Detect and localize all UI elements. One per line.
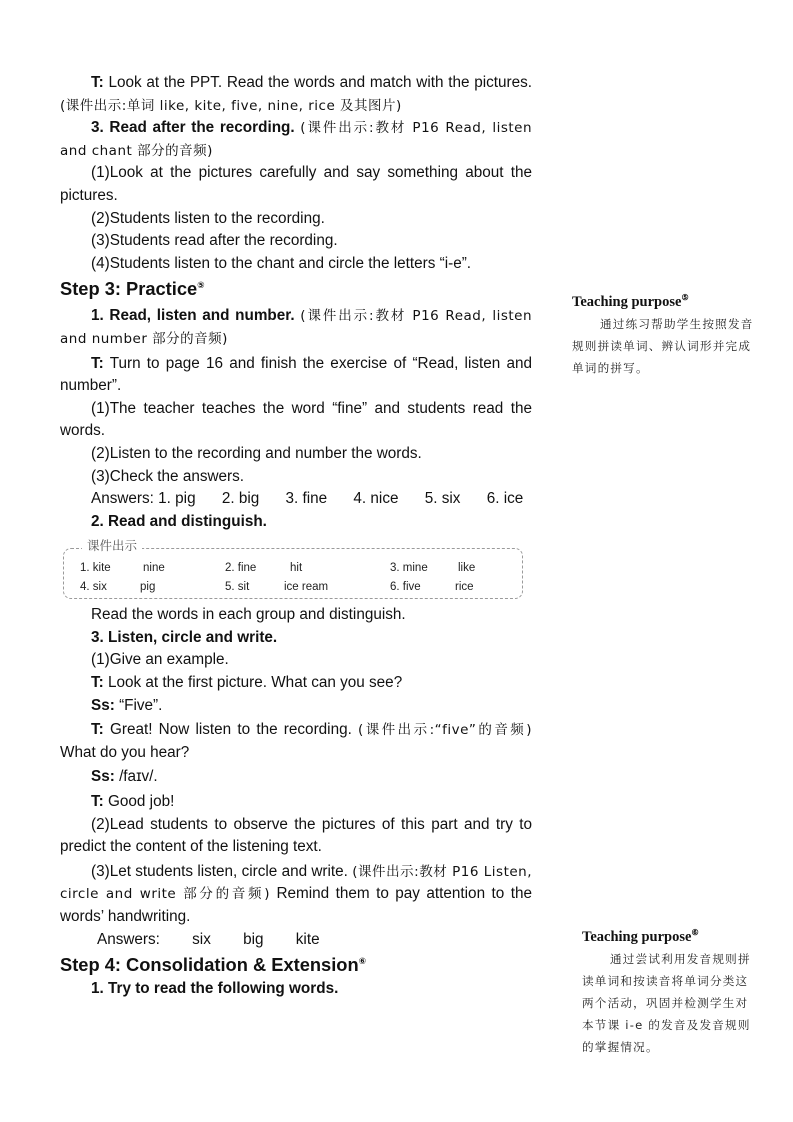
example-3: [60, 861, 532, 929]
sidenote-1: [572, 291, 757, 379]
step3-heading: [60, 276, 532, 302]
speaker-t-label: T:: [91, 793, 104, 811]
answers2-line: [60, 929, 532, 952]
ss-five-text: “Five”.: [119, 696, 163, 714]
dialog-t-good: [60, 791, 532, 814]
speaker-t-label: T:: [91, 721, 104, 739]
speaker-t-label: T:: [91, 354, 104, 372]
step4-heading: [60, 952, 532, 978]
step4-title: Step 4: Consolidation & Extension: [60, 954, 359, 976]
example-3-courseware: (课件出示:教材 P16 Listen, circle and write 部分的音频): [60, 863, 533, 903]
t-look-ppt-courseware: (课件出示:单词 like, kite, five, nine, rice 及其图片): [60, 97, 402, 114]
answers-line: [60, 488, 532, 511]
item1-courseware: (课件出示:教材 P16 Read, listen and number 部分的音频): [60, 308, 533, 347]
t-great-courseware: (课件出示:“five”的音频): [358, 722, 532, 739]
answer-item: 4. nice: [353, 490, 399, 508]
read-after-title: 3. Read after the recording.: [91, 119, 295, 137]
step4-mark: ⑥: [358, 956, 367, 967]
sidenote-2: [582, 926, 752, 1058]
courseware-cell: like: [458, 562, 476, 575]
example-3-remind: Remind them to pay attention to the words’ handwriting.: [60, 885, 532, 925]
step3-mark: ⑤: [197, 280, 205, 291]
speaker-ss-label: Ss:: [91, 696, 115, 714]
t-first-text: Look at the first picture. What can you see?: [108, 674, 403, 692]
speaker-t-label: T:: [91, 674, 104, 692]
courseware-cell: 6. five: [390, 581, 421, 594]
answer-item: 5. six: [424, 490, 461, 508]
courseware-cell: ice ream: [284, 581, 329, 594]
paragraph-read-after: [60, 117, 532, 162]
item1-title: 1. Read, listen and number.: [91, 307, 295, 325]
answer2-item: six: [192, 930, 211, 948]
sidenote-body: 通过练习帮助学生按照发音规则拼读单词、辨认词形并完成单词的拼写。: [572, 317, 754, 375]
example-1: (1)Give an example.: [91, 651, 229, 669]
ss-phonetic-text: /faɪv/.: [119, 768, 158, 786]
answer-item: 6. ice: [486, 490, 524, 508]
step3-title: Step 3: Practice: [60, 278, 198, 300]
paragraph-t-turn: [60, 353, 532, 398]
dialog-t-first: [60, 672, 532, 695]
paragraph-t-look-ppt: [60, 72, 532, 117]
answer-item: 1. pig: [158, 490, 196, 508]
practice-p2: (2)Listen to the recording and number the words.: [91, 444, 422, 462]
main-column: [60, 72, 532, 1001]
sidenote-mark: ⑤: [681, 293, 689, 303]
distinguish-text: Read the words in each group and distinguish.: [91, 606, 406, 624]
answer2-item: big: [243, 930, 264, 948]
sidenote-body: 通过尝试利用发音规则拼读单词和按读音将单词分类这两个活动，巩固并检测学生对本节课 i-e 的发音及发音规则的掌握情况。: [582, 952, 751, 1054]
t-turn-text: Turn to page 16 and finish the exercise of “Read, listen and number”.: [60, 354, 532, 395]
step4-item1-title: 1. Try to read the following words.: [91, 980, 339, 998]
courseware-cell: hit: [290, 562, 303, 575]
courseware-box: [60, 536, 532, 612]
sub-step-1: (1)Look at the pictures carefully and say something about the pictures.: [60, 164, 532, 204]
answers-label: Answers:: [91, 490, 154, 508]
courseware-cell: 1. kite: [80, 562, 111, 575]
answers2-label: Answers:: [97, 930, 160, 948]
sidenote-title: [572, 291, 757, 313]
read-after-courseware: (课件出示:教材 P16 Read, listen and chant 部分的音频): [60, 120, 533, 159]
answer-item: 2. big: [221, 490, 260, 508]
courseware-cell: 4. six: [80, 581, 107, 594]
example-2: (2)Lead students to observe the pictures of this part and try to predict the content of the listening text.: [60, 815, 532, 856]
t-great-end: What do you hear?: [60, 743, 190, 761]
sub-step-4: (4)Students listen to the chant and circle the letters “i-e”.: [91, 254, 472, 272]
sidenote-title-text: Teaching purpose: [582, 929, 692, 945]
t-look-ppt-text: Look at the PPT. Read the words and match with the pictures.: [108, 74, 533, 91]
courseware-cell: rice: [455, 581, 474, 594]
practice-p3: (3)Check the answers.: [91, 467, 245, 485]
courseware-cell: nine: [143, 562, 165, 575]
t-good-text: Good job!: [108, 793, 175, 811]
dialog-t-great: [60, 719, 532, 764]
courseware-cell: 5. sit: [225, 581, 250, 594]
sub-step-2: (2)Students listen to the recording.: [91, 209, 325, 227]
courseware-cell: 2. fine: [225, 562, 257, 575]
answer2-item: kite: [295, 930, 320, 948]
example-3-text: (3)Let students listen, circle and write.: [91, 862, 348, 880]
item3-title: 3. Listen, circle and write.: [91, 628, 278, 646]
courseware-cell: 3. mine: [390, 562, 428, 575]
sidenote-title: [582, 926, 752, 948]
t-great-text: Great! Now listen to the recording.: [109, 721, 352, 739]
speaker-ss-label: Ss:: [91, 768, 115, 786]
paragraph-read-listen-number: [60, 305, 532, 350]
speaker-t-label: T:: [91, 74, 104, 91]
practice-p1: (1)The teacher teaches the word “fine” and students read the words.: [60, 399, 532, 440]
courseware-title: 课件出示: [82, 536, 142, 556]
courseware-cell: pig: [140, 581, 156, 594]
dialog-ss-phonetic: [60, 766, 532, 789]
item2-title: 2. Read and distinguish.: [91, 512, 267, 530]
sub-step-3: (3)Students read after the recording.: [91, 232, 338, 250]
sidenote-mark: ⑥: [691, 928, 699, 938]
sidenote-title-text: Teaching purpose: [572, 294, 682, 310]
answer-item: 3. fine: [285, 490, 328, 508]
dialog-ss-five: [60, 695, 532, 718]
